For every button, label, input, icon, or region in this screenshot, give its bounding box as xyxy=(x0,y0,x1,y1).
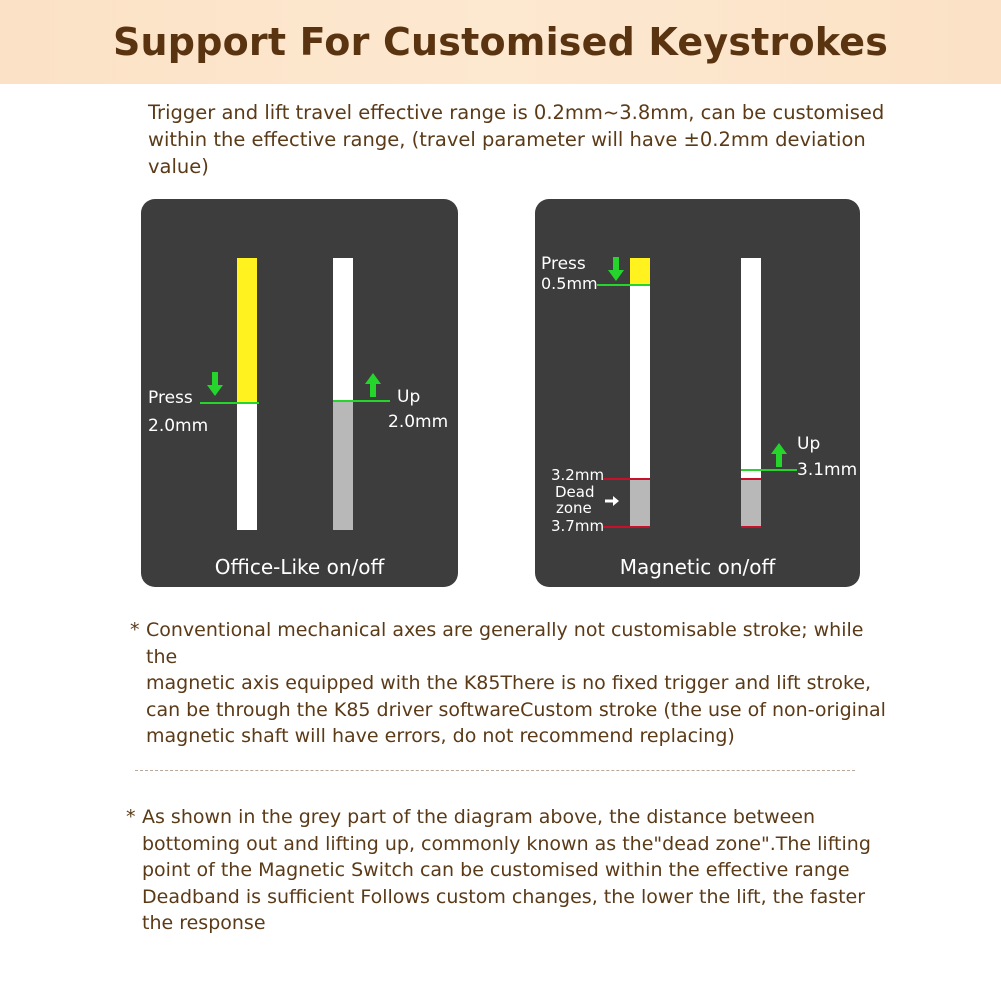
note-line: Deadband is sufficient Follows custom changes, the lower the lift, the faster xyxy=(142,885,866,908)
magnetic-up-label: Up xyxy=(797,434,821,454)
dead-zone-top-line xyxy=(741,478,761,480)
header-banner xyxy=(0,0,1001,84)
office-panel-title: Office-Like on/off xyxy=(214,555,385,579)
dead-zone-bottom-line xyxy=(603,526,650,528)
magnetic-press-label: Press xyxy=(541,254,586,274)
office-up-value: 2.0mm xyxy=(388,412,449,432)
office-up-label: Up xyxy=(397,387,421,407)
office-up-bar xyxy=(333,258,353,530)
note-line: Conventional mechanical axes are generally not customisable stroke; while the xyxy=(146,619,864,668)
note-bullet: * xyxy=(126,806,136,828)
magnetic-panel-title: Magnetic on/off xyxy=(619,555,776,579)
dead-zone-bottom-value: 3.7mm xyxy=(551,517,605,535)
down-arrow-icon xyxy=(207,372,223,396)
dead-zone-top-value: 3.2mm xyxy=(551,466,605,484)
dead-zone-fill xyxy=(741,479,761,528)
dead-zone-bottom-line xyxy=(741,526,761,528)
lift-travel-fill xyxy=(333,401,353,530)
dead-zone-label-2: zone xyxy=(556,499,592,517)
down-arrow-icon xyxy=(608,257,624,281)
lift-trigger-line xyxy=(333,400,390,402)
note-line: the response xyxy=(142,912,266,934)
note-line: magnetic axis equipped with the K85There is no fixed trigger and lift stroke, xyxy=(146,672,872,694)
press-trigger-line xyxy=(597,284,650,286)
magnetic-press-value: 0.5mm xyxy=(541,274,598,293)
press-travel-fill xyxy=(237,258,257,402)
magnetic-press-bar xyxy=(630,258,650,528)
dead-zone-label-1: Dead xyxy=(555,483,595,501)
note-line: can be through the K85 driver softwareCustom stroke (the use of non-original xyxy=(146,698,886,721)
note-line: point of the Magnetic Switch can be customised within the effective range xyxy=(142,859,850,881)
dashed-divider xyxy=(135,770,855,771)
intro-line: within the effective range, (travel parameter will have ±0.2mm deviation value) xyxy=(148,128,866,178)
up-arrow-icon xyxy=(771,443,787,467)
magnetic-panel xyxy=(535,199,860,587)
note-bullet: * xyxy=(130,619,140,641)
office-press-bar xyxy=(237,258,257,530)
note-line: bottoming out and lifting up, commonly known as the"dead zone".The lifting xyxy=(142,832,871,855)
note-dead-zone xyxy=(126,804,882,937)
office-press-label: Press xyxy=(148,388,193,408)
right-arrow-icon xyxy=(605,496,619,506)
note-conventional-axes xyxy=(130,617,886,750)
magnetic-up-bar xyxy=(741,258,761,528)
press-travel-fill xyxy=(630,258,650,285)
note-line: As shown in the grey part of the diagram above, the distance between xyxy=(142,806,816,828)
magnetic-up-value: 3.1mm xyxy=(797,460,858,480)
note-line: magnetic shaft will have errors, do not recommend replacing) xyxy=(146,725,735,747)
intro-line: Trigger and lift travel effective range is 0.2mm~3.8mm, can be customised xyxy=(148,101,885,124)
dead-zone-top-line xyxy=(603,478,650,480)
page-title: Support For Customised Keystrokes xyxy=(112,20,889,64)
dead-zone-fill xyxy=(630,479,650,528)
up-arrow-icon xyxy=(365,373,381,397)
office-like-panel xyxy=(141,199,458,587)
intro-text xyxy=(148,99,908,180)
press-trigger-line xyxy=(200,402,259,404)
office-press-value: 2.0mm xyxy=(148,416,209,436)
lift-trigger-line xyxy=(741,469,797,471)
